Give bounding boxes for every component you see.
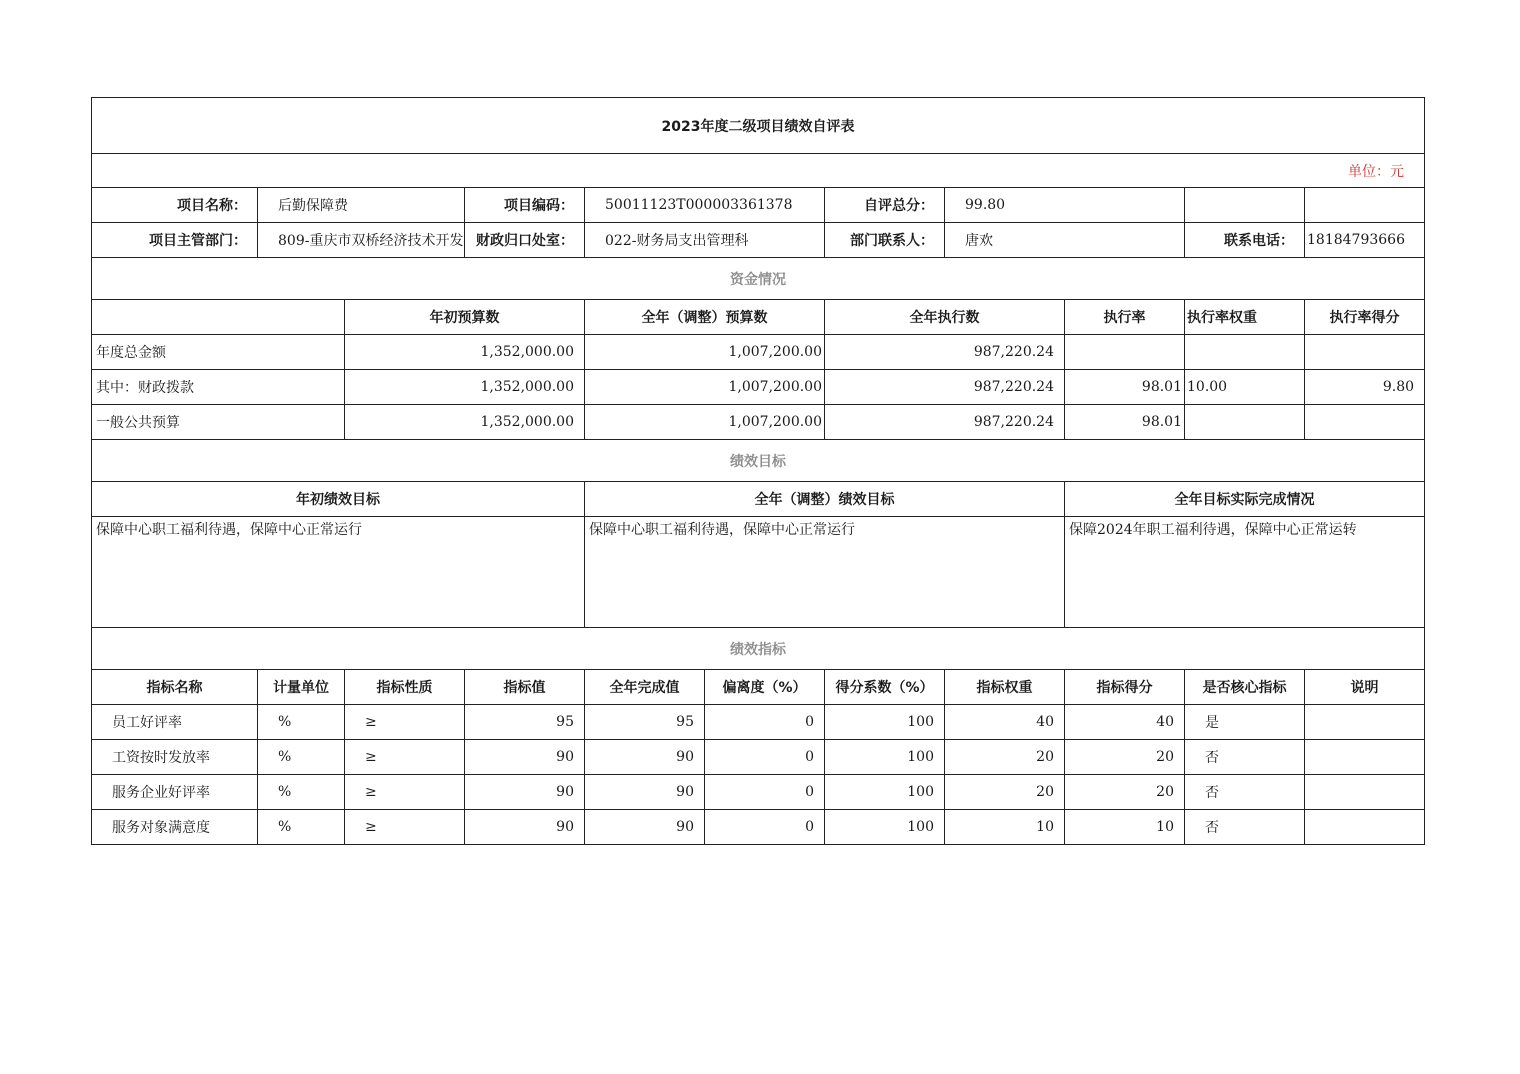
ind-deviation: 0 bbox=[705, 775, 825, 810]
project-code-label: 项目编码： bbox=[465, 188, 585, 223]
funds-initial: 1,352,000.00 bbox=[345, 335, 585, 370]
ind-target: 90 bbox=[465, 775, 585, 810]
unit-label: 单位：元 bbox=[92, 154, 1425, 188]
ind-weight: 10 bbox=[945, 810, 1065, 845]
ind-deviation: 0 bbox=[705, 810, 825, 845]
ind-coef: 100 bbox=[825, 775, 945, 810]
ind-deviation: 0 bbox=[705, 705, 825, 740]
ind-unit: % bbox=[258, 775, 345, 810]
table-row bbox=[92, 705, 1425, 740]
ind-weight: 40 bbox=[945, 705, 1065, 740]
ind-core: 否 bbox=[1185, 775, 1305, 810]
goals-section-title: 绩效目标 bbox=[92, 440, 1425, 482]
funds-header-rate: 执行率 bbox=[1065, 300, 1185, 335]
ind-coef: 100 bbox=[825, 740, 945, 775]
goals-header-initial: 年初绩效目标 bbox=[92, 482, 585, 517]
page-title: 2023年度二级项目绩效自评表 bbox=[92, 98, 1425, 154]
ind-header-target: 指标值 bbox=[465, 670, 585, 705]
total-score-label: 自评总分： bbox=[825, 188, 945, 223]
table-row bbox=[92, 405, 1425, 440]
dept-label: 项目主管部门： bbox=[92, 223, 258, 258]
ind-header-name: 指标名称 bbox=[92, 670, 258, 705]
ind-header-nature: 指标性质 bbox=[345, 670, 465, 705]
contact-label: 部门联系人： bbox=[825, 223, 945, 258]
funds-executed: 987,220.24 bbox=[825, 370, 1065, 405]
phone-label: 联系电话： bbox=[1185, 223, 1305, 258]
ind-target: 95 bbox=[465, 705, 585, 740]
ind-actual: 90 bbox=[585, 810, 705, 845]
ind-actual: 90 bbox=[585, 775, 705, 810]
ind-name: 服务对象满意度 bbox=[92, 810, 258, 845]
funds-header-score: 执行率得分 bbox=[1305, 300, 1425, 335]
funds-row-label: 年度总金额 bbox=[92, 335, 345, 370]
ind-nature: ≥ bbox=[345, 810, 465, 845]
ind-deviation: 0 bbox=[705, 740, 825, 775]
contact-value: 唐欢 bbox=[945, 223, 1185, 258]
funds-executed: 987,220.24 bbox=[825, 335, 1065, 370]
funds-header-initial: 年初预算数 bbox=[345, 300, 585, 335]
ind-coef: 100 bbox=[825, 705, 945, 740]
ind-unit: % bbox=[258, 740, 345, 775]
ind-header-core: 是否核心指标 bbox=[1185, 670, 1305, 705]
table-row bbox=[92, 775, 1425, 810]
ind-name: 服务企业好评率 bbox=[92, 775, 258, 810]
table-row bbox=[92, 740, 1425, 775]
total-score-value: 99.80 bbox=[945, 188, 1185, 223]
table-row bbox=[92, 370, 1425, 405]
funds-executed: 987,220.24 bbox=[825, 405, 1065, 440]
table-row bbox=[92, 335, 1425, 370]
ind-name: 工资按时发放率 bbox=[92, 740, 258, 775]
funds-weight bbox=[1185, 335, 1305, 370]
goals-initial-text: 保障中心职工福利待遇，保障中心正常运行 bbox=[92, 517, 585, 628]
ind-note bbox=[1305, 810, 1425, 845]
funds-header-adjusted: 全年（调整）预算数 bbox=[585, 300, 825, 335]
ind-unit: % bbox=[258, 810, 345, 845]
funds-weight bbox=[1185, 405, 1305, 440]
ind-nature: ≥ bbox=[345, 705, 465, 740]
ind-note bbox=[1305, 705, 1425, 740]
ind-nature: ≥ bbox=[345, 740, 465, 775]
funds-score bbox=[1305, 405, 1425, 440]
ind-note bbox=[1305, 775, 1425, 810]
phone-value: 18184793666 bbox=[1305, 223, 1425, 258]
funds-rate: 98.01 bbox=[1065, 370, 1185, 405]
funds-rate: 98.01 bbox=[1065, 405, 1185, 440]
goals-actual-text: 保障2024年职工福利待遇，保障中心正常运转 bbox=[1065, 517, 1425, 628]
ind-score: 20 bbox=[1065, 775, 1185, 810]
table-row bbox=[92, 810, 1425, 845]
funds-header-weight: 执行率权重 bbox=[1185, 300, 1305, 335]
funds-score: 9.80 bbox=[1305, 370, 1425, 405]
funds-section-title: 资金情况 bbox=[92, 258, 1425, 300]
ind-note bbox=[1305, 740, 1425, 775]
ind-core: 是 bbox=[1185, 705, 1305, 740]
funds-header-executed: 全年执行数 bbox=[825, 300, 1065, 335]
ind-score: 40 bbox=[1065, 705, 1185, 740]
ind-weight: 20 bbox=[945, 740, 1065, 775]
ind-unit: % bbox=[258, 705, 345, 740]
ind-header-score: 指标得分 bbox=[1065, 670, 1185, 705]
funds-adjusted: 1,007,200.00 bbox=[585, 335, 825, 370]
funds-adjusted: 1,007,200.00 bbox=[585, 405, 825, 440]
ind-name: 员工好评率 bbox=[92, 705, 258, 740]
funds-initial: 1,352,000.00 bbox=[345, 370, 585, 405]
finance-office-label: 财政归口处室： bbox=[465, 223, 585, 258]
ind-target: 90 bbox=[465, 810, 585, 845]
funds-weight: 10.00 bbox=[1185, 370, 1305, 405]
ind-actual: 95 bbox=[585, 705, 705, 740]
indicators-section-title: 绩效指标 bbox=[92, 628, 1425, 670]
ind-header-deviation: 偏离度（%） bbox=[705, 670, 825, 705]
ind-header-actual: 全年完成值 bbox=[585, 670, 705, 705]
ind-header-note: 说明 bbox=[1305, 670, 1425, 705]
ind-core: 否 bbox=[1185, 810, 1305, 845]
goals-header-adjusted: 全年（调整）绩效目标 bbox=[585, 482, 1065, 517]
goals-adjusted-text: 保障中心职工福利待遇，保障中心正常运行 bbox=[585, 517, 1065, 628]
project-name-value: 后勤保障费 bbox=[258, 188, 465, 223]
ind-nature: ≥ bbox=[345, 775, 465, 810]
funds-row-label: 其中：财政拨款 bbox=[92, 370, 345, 405]
ind-target: 90 bbox=[465, 740, 585, 775]
project-name-label: 项目名称： bbox=[92, 188, 258, 223]
ind-header-coef: 得分系数（%） bbox=[825, 670, 945, 705]
evaluation-sheet bbox=[91, 97, 1425, 845]
empty-cell bbox=[1305, 188, 1425, 223]
ind-header-weight: 指标权重 bbox=[945, 670, 1065, 705]
ind-core: 否 bbox=[1185, 740, 1305, 775]
funds-score bbox=[1305, 335, 1425, 370]
dept-value: 809-重庆市双桥经济技术开发 bbox=[258, 223, 465, 258]
goals-header-actual: 全年目标实际完成情况 bbox=[1065, 482, 1425, 517]
empty-cell bbox=[1185, 188, 1305, 223]
funds-adjusted: 1,007,200.00 bbox=[585, 370, 825, 405]
project-code-value: 50011123T000003361378 bbox=[585, 188, 825, 223]
ind-score: 10 bbox=[1065, 810, 1185, 845]
ind-actual: 90 bbox=[585, 740, 705, 775]
funds-row-label: 一般公共预算 bbox=[92, 405, 345, 440]
funds-initial: 1,352,000.00 bbox=[345, 405, 585, 440]
ind-coef: 100 bbox=[825, 810, 945, 845]
finance-office-value: 022-财务局支出管理科 bbox=[585, 223, 825, 258]
ind-header-unit: 计量单位 bbox=[258, 670, 345, 705]
funds-rate bbox=[1065, 335, 1185, 370]
ind-weight: 20 bbox=[945, 775, 1065, 810]
empty-cell bbox=[92, 300, 345, 335]
ind-score: 20 bbox=[1065, 740, 1185, 775]
